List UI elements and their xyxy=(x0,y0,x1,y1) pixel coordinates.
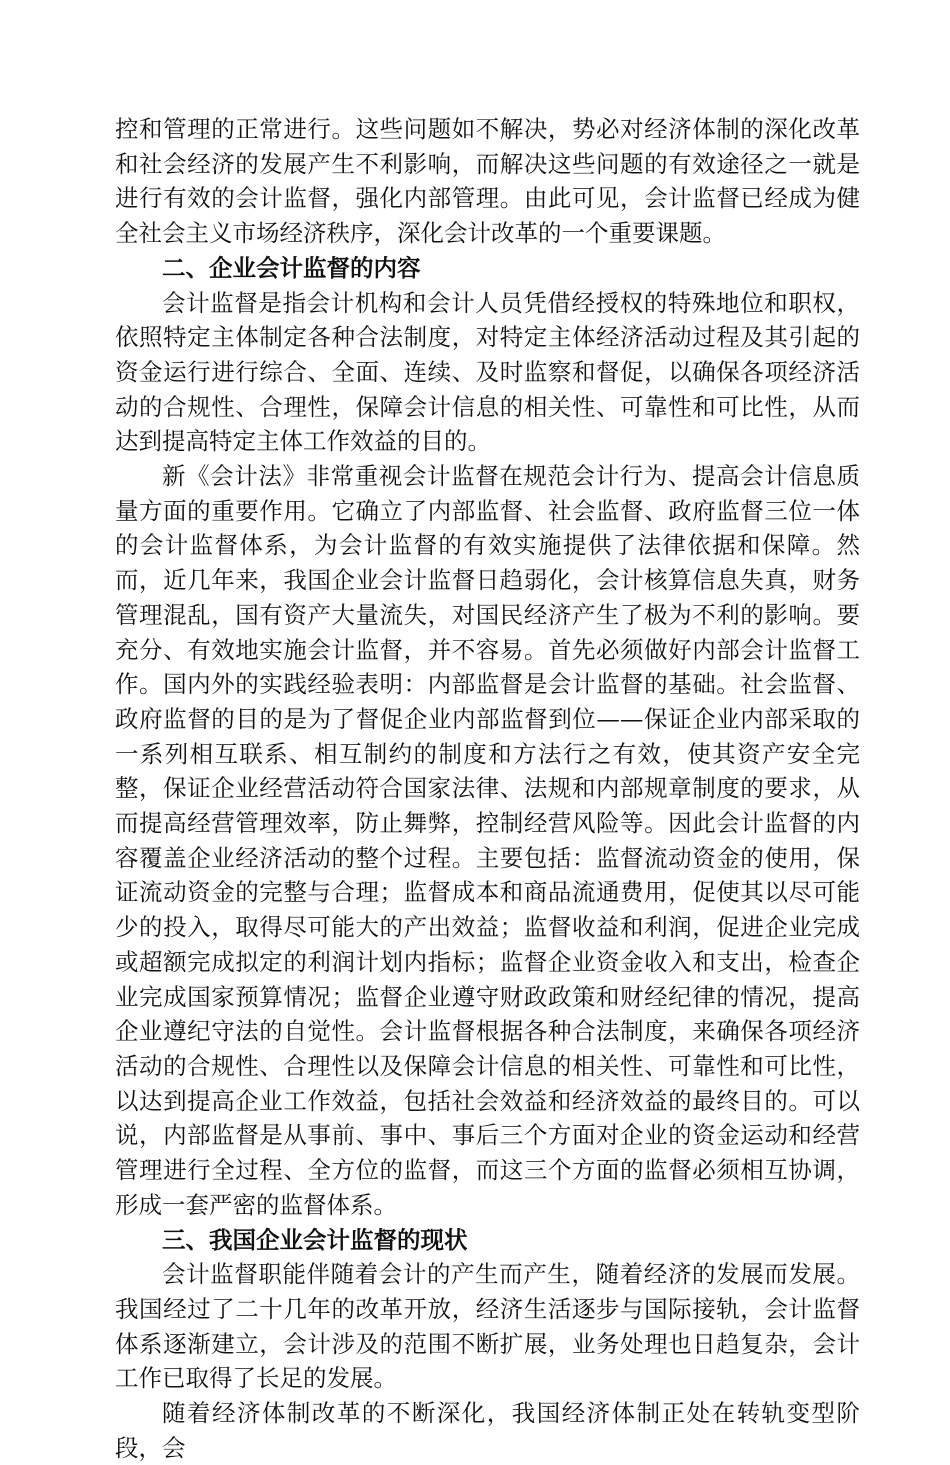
paragraph-development: 会计监督职能伴随着会计的产生而产生，随着经济的发展而发展。我国经过了二十几年的改革开放，经济生活逐步与国际接轨，会计监督体系逐渐建立，会计涉及的范围不断扩展，业务处理也日趋复杂，会计工作已取得了长足的发展。 xyxy=(115,1260,860,1393)
document-body xyxy=(115,112,860,1465)
paragraph-reform: 随着经济体制改革的不断深化，我国经济体制正处在转轨变型阶段，会 xyxy=(115,1399,860,1462)
section-heading-status: 三、我国企业会计监督的现状 xyxy=(162,1225,468,1254)
paragraph-accounting-law: 新《会计法》非常重视会计监督在规范会计行为、提高会计信息质量方面的重要作用。它确立了内部监督、社会监督、政府监督三位一体的会计监督体系，为会计监督的有效实施提供了法律依据和保障。然而，近几年来，我国企业会计监督日趋弱化，会计核算信息失真，财务管理混乱，国有资产大量流失，对国民经济产生了极为不利的影响。要充分、有效地实施会计监督，并不容易。首先必须做好内部会计监督工作。国内外的实践经验表明：内部监督是会计监督的基础。社会监督、政府监督的目的是为了督促企业内部监督到位——保证企业内部采取的一系列相互联系、相互制约的制度和方法行之有效，使其资产安全完整，保证企业经营活动符合国家法律、法规和内部规章制度的要求，从而提高经营管理效率，防止舞弊，控制经营风险等。因此会计监督的内容覆盖企业经济活动的整个过程。主要包括：监督流动资金的使用，保证流动资金的完整与合理；监督成本和商品流通费用，促使其以尽可能少的投入，取得尽可能大的产出效益；监督收益和利润，促进企业完成或超额完成拟定的利润计划内指标；监督企业资金收入和支出，检查企业完成国家预算情况；监督企业遵守财政政策和财经纪律的情况，提高企业遵纪守法的自觉性。会计监督根据各种合法制度，来确保各项经济活动的合规性、合理性以及保障会计信息的相关性、可靠性和可比性，以达到提高企业工作效益，包括社会效益和经济效益的最终目的。可以说，内部监督是从事前、事中、事后三个方面对企业的资金运动和经营管理进行全过程、全方位的监督，而这三个方面的监督必须相互协调，形成一套严密的监督体系。 xyxy=(115,462,860,1219)
paragraph-definition: 会计监督是指会计机构和会计人员凭借经授权的特殊地位和职权，依照特定主体制定各种合法制度，对特定主体经济活动过程及其引起的资金运行进行综合、全面、连续、及时监察和督促，以确保各项经济活动的合规性、合理性，保障会计信息的相关性、可靠性和可比性，从而达到提高特定主体工作效益的目的。 xyxy=(115,288,860,456)
paragraph-continuation: 控和管理的正常进行。这些问题如不解决，势必对经济体制的深化改革和社会经济的发展产生不利影响，而解决这些问题的有效途径之一就是进行有效的会计监督，强化内部管理。由此可见，会计监督已经成为健全社会主义市场经济秩序，深化会计改革的一个重要课题。 xyxy=(115,115,860,248)
section-heading-content: 二、企业会计监督的内容 xyxy=(162,253,421,282)
